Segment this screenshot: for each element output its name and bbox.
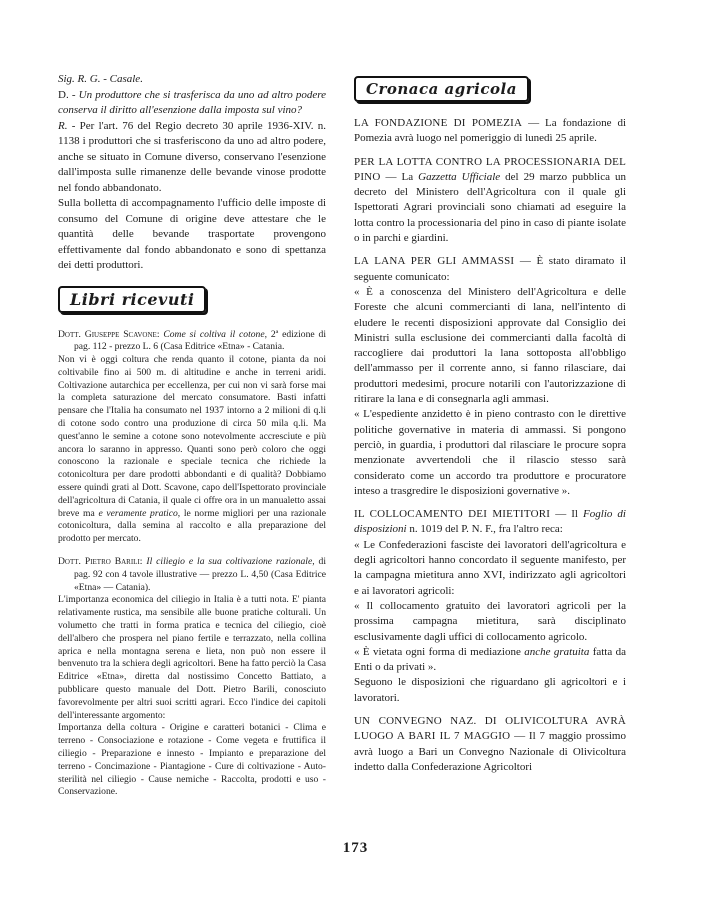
left-column — [58, 72, 326, 809]
libri-ricevuti-header: Libri ricevuti — [58, 286, 206, 313]
news-olivicoltura-title: UN CONVEGNO NAZ. DI OLIVICOLTURA AVRÀ LUOGO A BARI IL 7 MAGGIO — [354, 714, 626, 743]
right-column — [354, 76, 626, 783]
news-processionaria-title: PER LA LOTTA CONTRO LA PROCESSIONARIA DEL PINO — [354, 155, 626, 183]
qa-sender: Sig. R. G. - Casale. — [58, 73, 143, 85]
review-ciliegio — [58, 556, 326, 799]
page-number: 173 — [342, 840, 369, 856]
review-cotone-heading: Dott. Giuseppe Scavone: Come si coltiva il cotone, 2ª edizione di pag. 112 - prezzo L. 6 (Casa Editrice «Etna» - Catania. — [58, 328, 326, 353]
news-pomezia-title: LA FONDAZIONE DI POMEZIA — [354, 117, 523, 129]
cronaca-agricola-header: Cronaca agricola — [354, 76, 529, 102]
news-processionaria: PER LA LOTTA CONTRO LA PROCESSIONARIA DEL PINO — La Gazzetta Ufficiale del 29 marzo pubblica un decreto del Ministero dell'Agricoltura con il quale gli Ispettorati Agrari provinciali sono chiamati ad eseguire la lotta contro la processionaria del pino in caso di piante isolate o in parchi e giardini. — [354, 155, 627, 245]
qa-section — [58, 72, 326, 274]
news-lana-title: LA LANA PER GLI AMMASSI — [354, 255, 515, 268]
news-lana: LA LANA PER GLI AMMASSI — È stato diramato il seguente comunicato: « È a conoscenza del Ministero dell'Agricoltura e delle Foreste che alcuni commercianti di lana, nell'intento di eludere le recenti disposizioni approvate dal Consiglio dei Ministri sulla esclusione dei commercianti dalla facoltà di raccogliere dai produttori la lana sottoposta all'obbligo dell'ammasso per il corrente anno, si fanno rilasciare, dai produttori medesimi, procure notarili con l'autorizzazione di ritirare la lana e di consegnarla agli ammasi. « L'espediente anzidetto è in pieno contrasto con le direttive politiche governative in materia di ammassi. Si pongono perciò, in guardia, i produttori dal rilasciare le procure sopra menzionate avvertendoli che il rilascio stesso sarà considerato come un accordo tra produttore e procuratore inteso a trasgredire le disposizioni governative ». — [354, 255, 627, 497]
news-mietitori: IL COLLOCAMENTO DEI MIETITORI — Il Foglio di disposizioni n. 1019 del P. N. F., fra l'altro reca: « Le Confederazioni fasciste dei lavoratori dell'agricoltura e degli agricoltori hanno concordato il seguente manifesto, per la campagna mietitura anno XVI, indirizzato agli agricoltori e ai lavoratori agricoli: « Il collocamento gratuito dei lavoratori agricoli per la prossima campagna mietitura, sarà disciplinato esclusivamente dagli uffici di collocamento agricolo. « È vietata ogni forma di mediazione anche gratuita fatta da Enti o da privati ». Seguono le disposizioni che riguardano gli agricoltori e i lavoratori. — [354, 508, 626, 704]
qa-note: Sulla bolletta di accompagnamento l'ufficio delle imposte di consumo del Comune di origine deve attestare che le quantità delle bevande trasportate provengono effettivamente dal fondo abbandonato e sono di spettanza dei detti produttori. — [58, 197, 326, 271]
review-cotone-body: Non vi è oggi coltura che renda quanto il cotone, pianta da noi coltivabile fino ai 500 m. di altitudine e anche in terreni aridi. Coltivazione autarchica per eccellenza, per cui non vi sarà forse mai la completa saturazione del mercato consumatore. Basti infatti pensare che l'Italia ha consumato nel 1937 intorno a 2 milioni di q.li di cotone sodo contro una produzione di circa 50 mila q.li. Ma quest'anno le semine a cotone sono notevolmente accresciute e più ancora lo saranno in appresso. Quanti sono però coloro che oggi conoscono la razionale e speciale tecnica che richiede la cotonicoltura per dare prodotti abbondanti e di qualità? Dobbiamo essere quindi grati al Dott. Scavone, capo dell'Ispettorato provinciale dell'agricoltura di Catania, il quale ci offre ora in un manualetto assai breve ma e veramente pratico, le norme migliori per una razionale cotonicoltura, dalla semina al raccolto e alla preparazione del prodotto per mercato. — [58, 354, 326, 545]
review-cotone — [58, 329, 326, 547]
news-olivicoltura: UN CONVEGNO NAZ. DI OLIVICOLTURA AVRÀ LUOGO A BARI IL 7 MAGGIO — Il 7 maggio prossimo avrà luogo a Bari un Convegno Nazionale di Olivicoltura indetto dalla Confederazione Agricoltori — [354, 714, 626, 773]
review-ciliegio-index: Importanza della coltura - Origine e caratteri botanici - Clima e terreno - Consociazione e rotazione - Come vegeta e fruttifica il ciliegio - Preparazione e innesto - Impianto e preparazione del terreno - Concimazione - Piantagione - Cure di coltivazione - Auto-sterilità nel ciliegio - Cause nemiche - Raccolta, prodotti e uso - Conservazione. — [58, 722, 326, 798]
qa-question: D. - Un produttore che si trasferisca da uno ad altro podere conserva il diritto all'esenzione dalla imposta sul vino? — [58, 88, 327, 116]
news-mietitori-title: IL COLLOCAMENTO DEI MIETITORI — [354, 508, 551, 521]
news-pomezia: LA FONDAZIONE DI POMEZIA — La fondazione di Pomezia avrà luogo nel pomeriggio di lunedì 25 aprile. — [354, 117, 627, 145]
review-ciliegio-heading: Dott. Pietro Barili: Il ciliegio e la sua coltivazione razionale, di pag. 92 con 4 tavole illustrative — prezzo L. 4,50 (Casa Editrice «Etna» — Catania). — [58, 556, 327, 593]
qa-answer: R. - Per l'art. 76 del Regio decreto 30 aprile 1936-XIV. n. 1138 i produttori che si trasferiscono da uno ad altro podere, anche se situato in Comune diverso, conservano l'esenzione dall'imposta sulle rimanenze delle bevande vinose prodotte nel fondo abbandonato. — [58, 119, 327, 194]
review-ciliegio-body: L'importanza economica del ciliegio in Italia è a tutti nota. E' pianta relativamente rustica, ma sensibile alle buone pratiche colturali. Un volumetto che tratti in forma pratica e tecnica del ciliegio, cioè dell'albero che prospera nel piano fertile e terrazzato, nella collina aprica e nella montagna serena e lieta, non può non essere il benvenuto tra la schiera degli agricoltori. Bene ha fatto perciò la Casa Editrice «Etna», diretta dal nostissimo Concetto Battiato, a pubblicare questo manuale del Dott. Pietro Barili, conosciuto favorevolmente per altri suoi scritti agrari. Ecco l'indice dei capitoli dell'interessante argomento: — [58, 594, 326, 721]
